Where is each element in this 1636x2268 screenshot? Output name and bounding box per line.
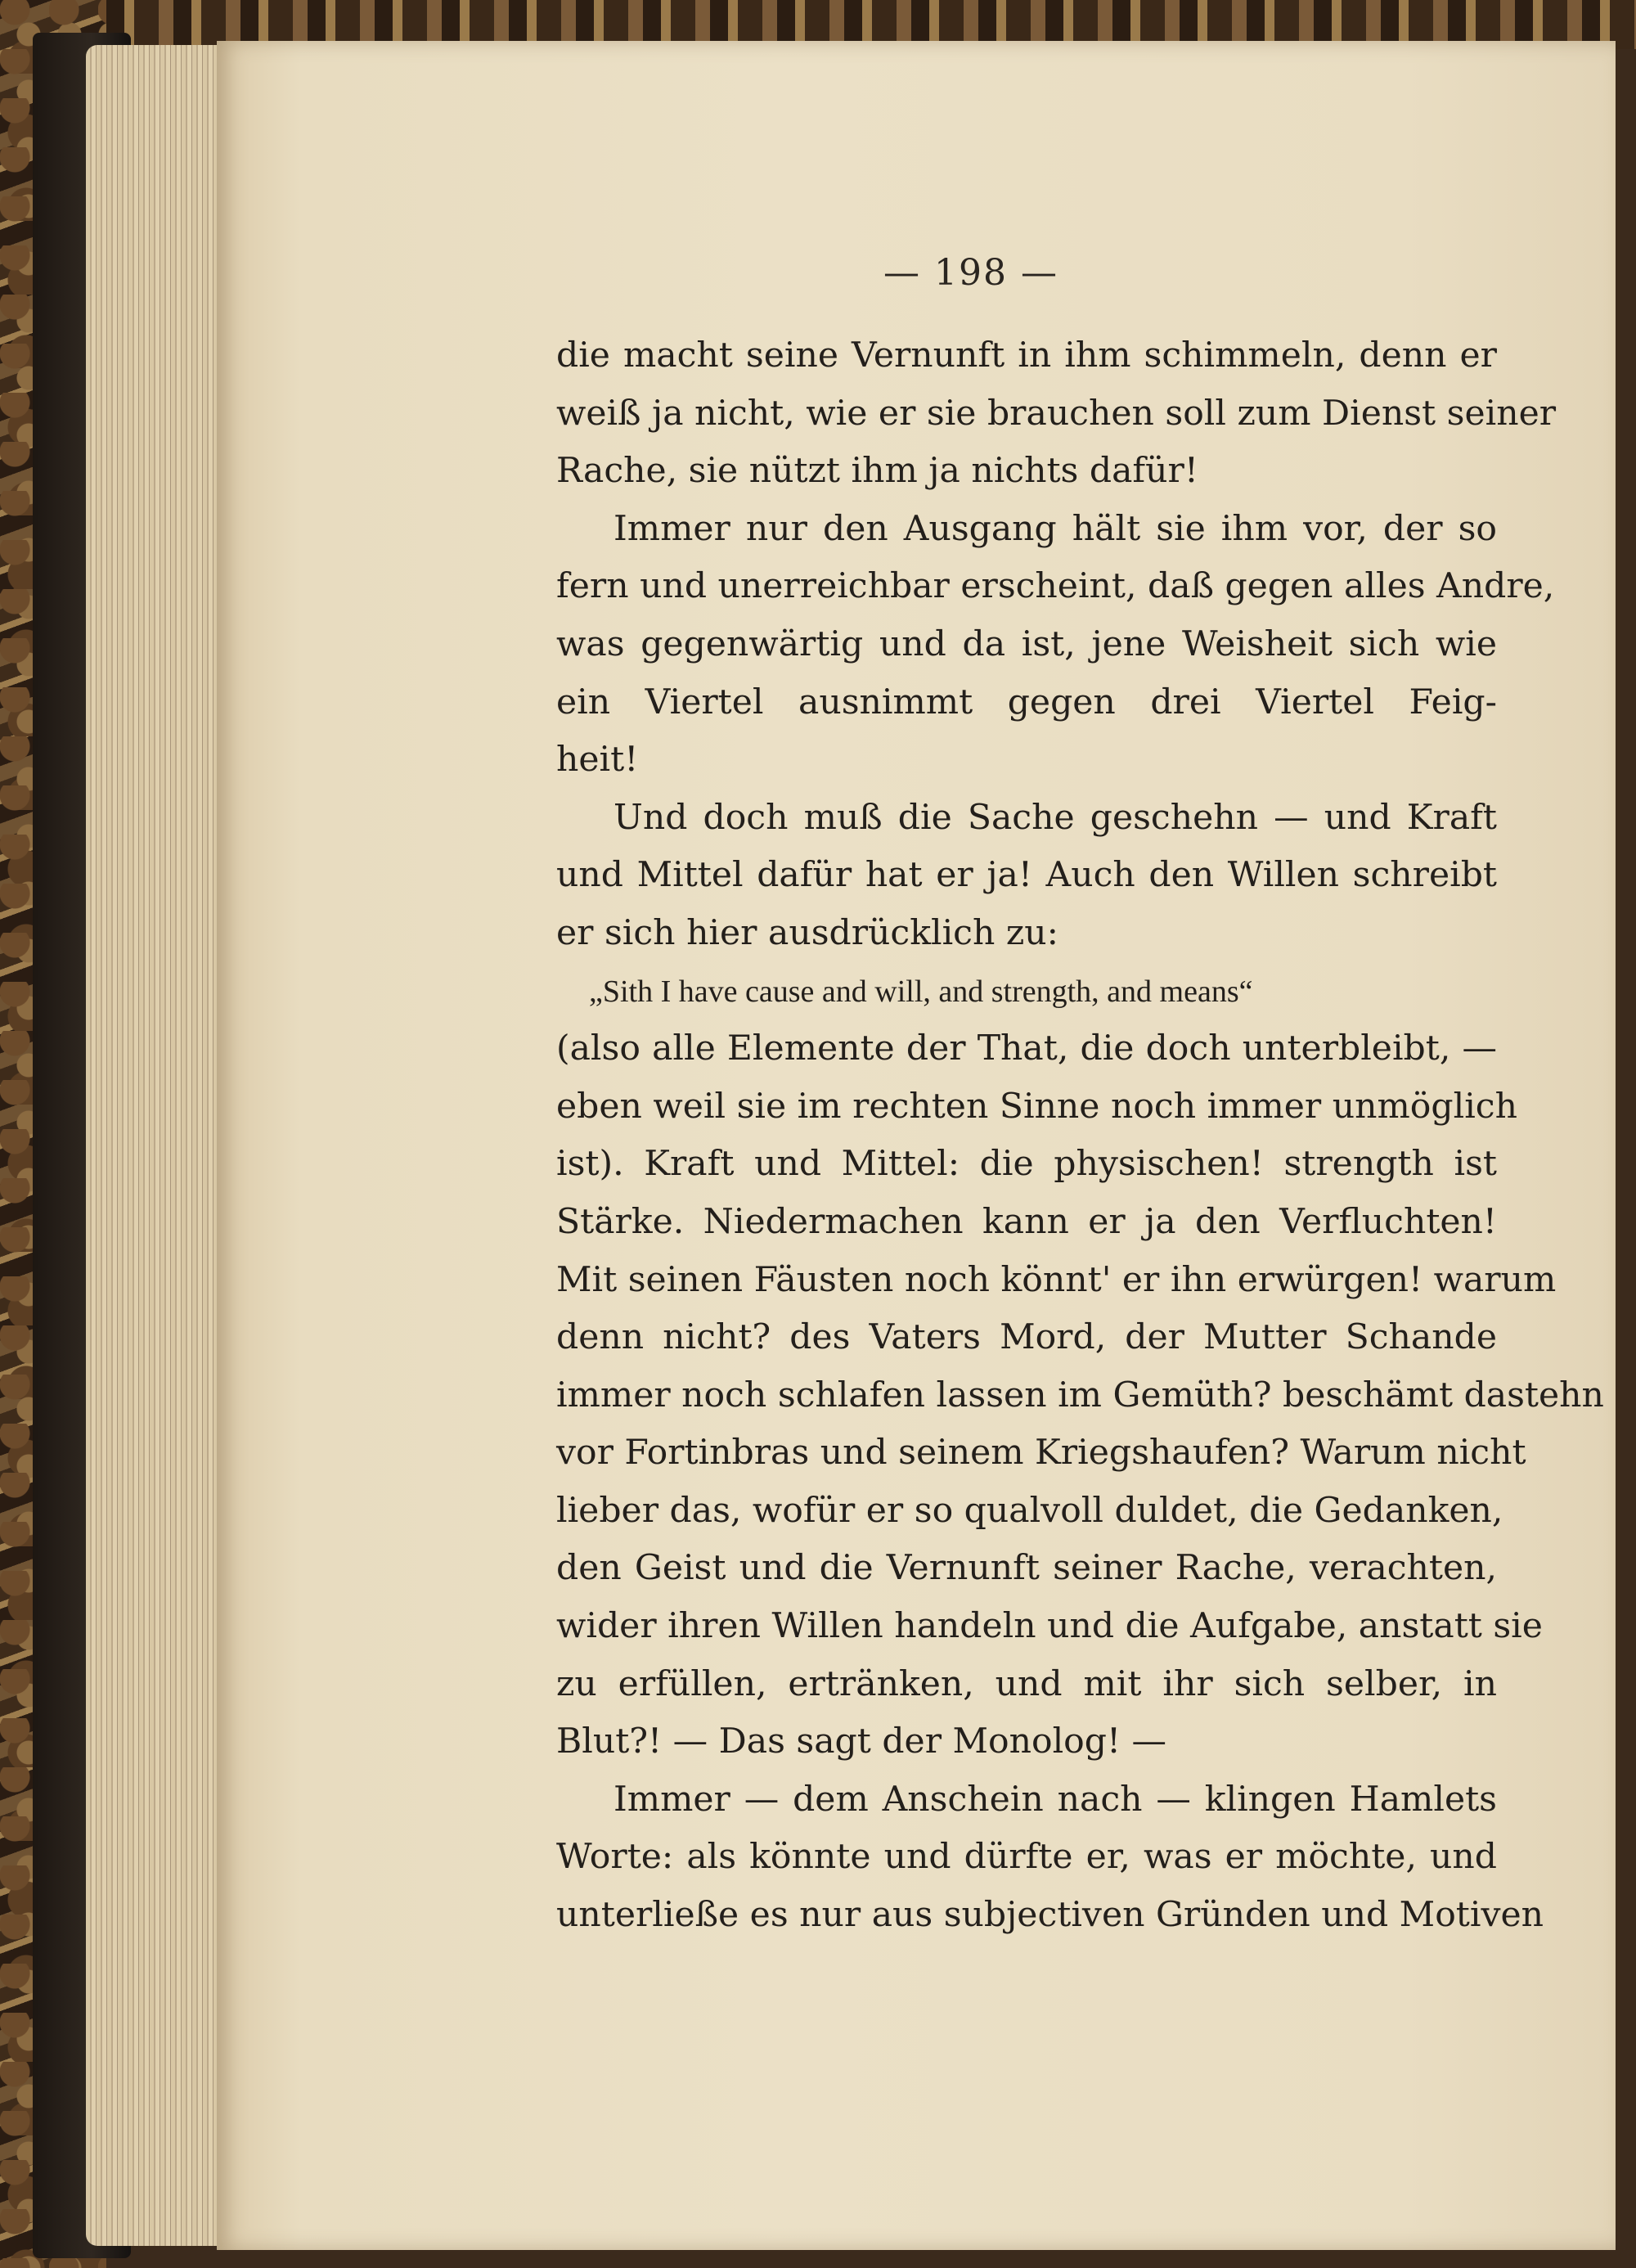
- text-line: zu erfüllen, ertränken, und mit ihr sich selber, in: [556, 1663, 1497, 1704]
- text-line: fern und unerreichbar erscheint, daß gegen alles Andre,: [556, 566, 1555, 607]
- text-line: ein Viertel ausnimmt gegen drei Viertel Feig-: [556, 682, 1497, 722]
- text-line: Blut?! — Das sagt der Monolog! —: [556, 1721, 1167, 1762]
- text-line: Rache, sie nützt ihm ja nichts dafür!: [556, 451, 1198, 492]
- text-line: den Geist und die Vernunft seiner Rache, verachten,: [556, 1548, 1497, 1589]
- text-line: wider ihren Willen handeln und die Aufgabe, anstatt sie: [556, 1606, 1543, 1647]
- page-body-text: [556, 327, 1604, 1945]
- text-line: unterließe es nur aus subjectiven Gründen und Motiven: [556, 1895, 1544, 1936]
- text-line: immer noch schlafen lassen im Gemüth? beschämt dastehn: [556, 1375, 1604, 1415]
- text-line: Immer — dem Anschein nach — klingen Hamlets: [614, 1779, 1497, 1820]
- text-line: Mit seinen Fäusten noch könnt' er ihn erwürgen! warum: [556, 1259, 1557, 1300]
- text-line: und Mittel dafür hat er ja! Auch den Willen schreibt: [556, 855, 1497, 896]
- text-line: lieber das, wofür er so qualvoll duldet, die Gedanken,: [556, 1490, 1503, 1531]
- text-line: Worte: als könnte und dürfte er, was er möchte, und: [556, 1837, 1497, 1878]
- text-line: er sich hier ausdrücklich zu:: [556, 912, 1058, 953]
- text-line: Und doch muß die Sache geschehn — und Kraft: [614, 797, 1497, 838]
- text-line: heit!: [556, 740, 639, 781]
- text-line: Immer nur den Ausgang hält sie ihm vor, der so: [614, 508, 1497, 549]
- text-line: ist). Kraft und Mittel: die physischen! strength ist: [556, 1144, 1497, 1185]
- text-line: was gegenwärtig und da ist, jene Weisheit sich wie: [556, 623, 1497, 664]
- text-line: Stärke. Niedermachen kann er ja den Verfluchten!: [556, 1201, 1497, 1242]
- text-line: die macht seine Vernunft in ihm schimmeln, denn er: [556, 335, 1497, 376]
- text-line: denn nicht? des Vaters Mord, der Mutter Schande: [556, 1317, 1497, 1358]
- text-line: (also alle Elemente der That, die doch unterbleibt, —: [556, 1028, 1497, 1069]
- page-number: — 198 —: [883, 252, 1058, 294]
- text-line: weiß ja nicht, wie er sie brauchen soll zum Dienst seiner: [556, 393, 1557, 434]
- quotation-line: „Sith I have cause and will, and strength, and means“: [589, 974, 1253, 1009]
- text-line: eben weil sie im rechten Sinne noch immer unmöglich: [556, 1086, 1517, 1127]
- text-line: vor Fortinbras und seinem Kriegshaufen? Warum nicht: [556, 1433, 1526, 1474]
